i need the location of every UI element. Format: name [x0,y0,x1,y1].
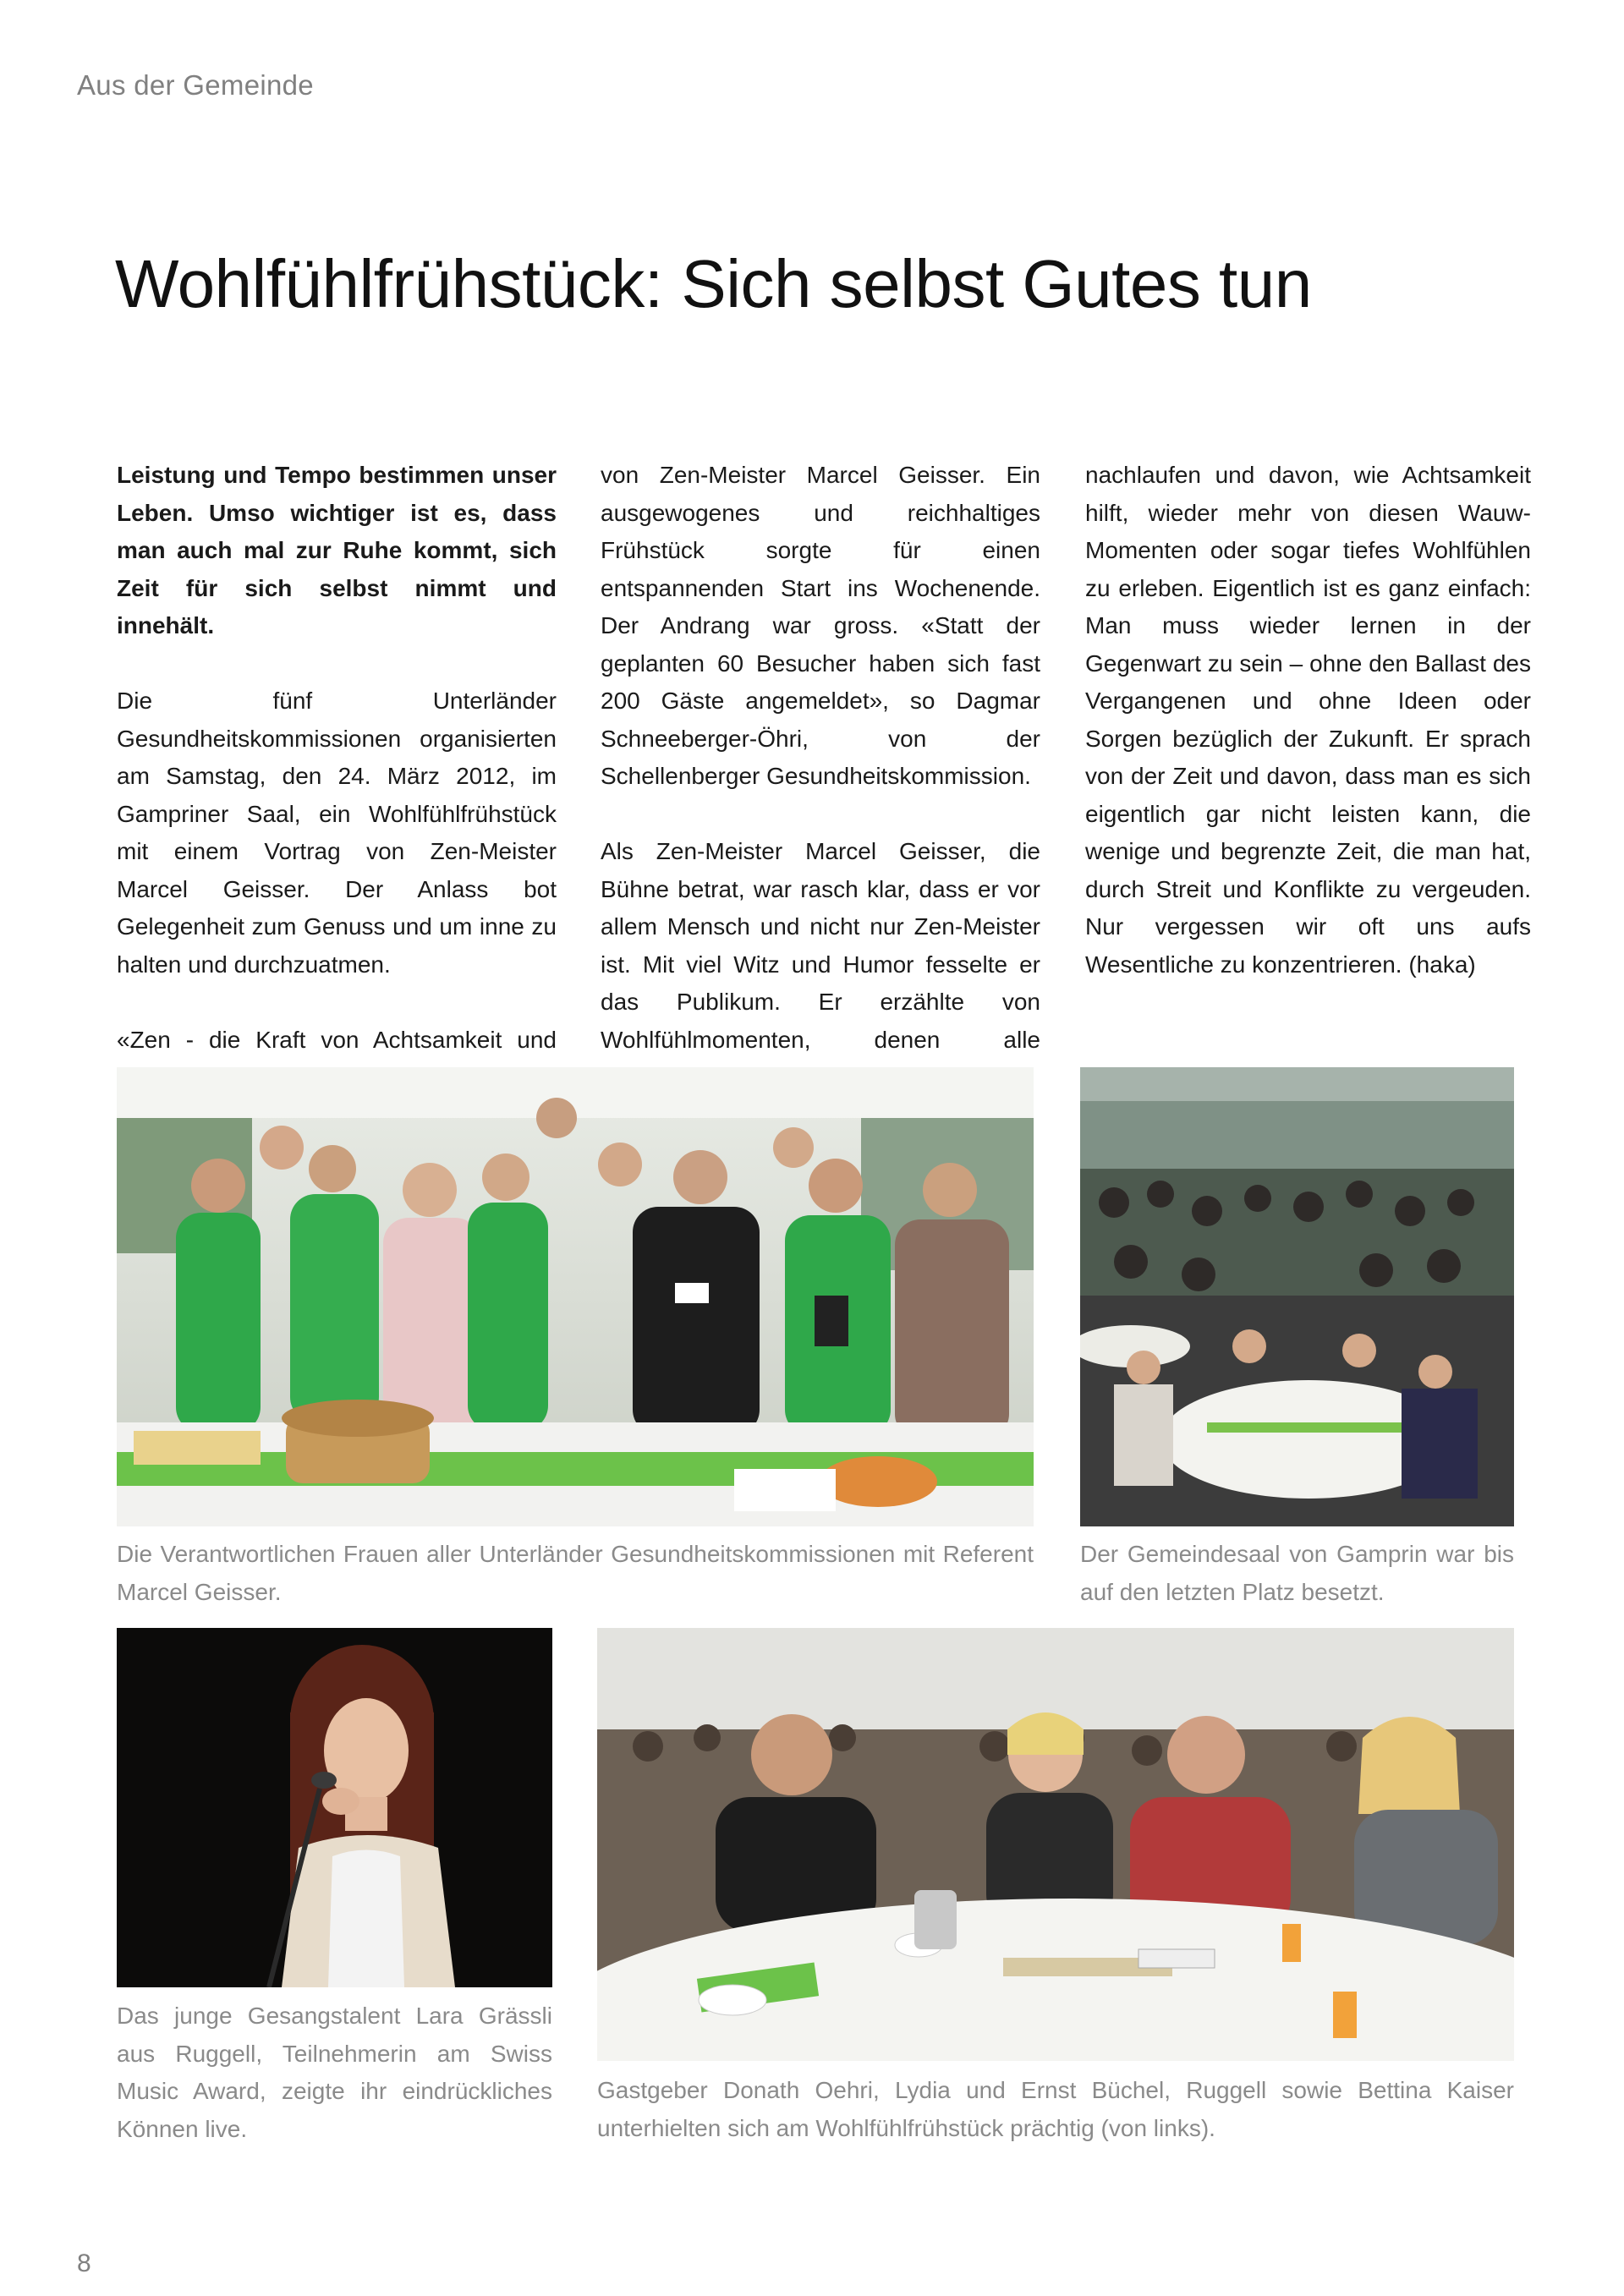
article-paragraph: «Zen - die Kraft von Achtsamkeit und [117,1026,557,1053]
article-paragraph: von Zen-Meister Marcel Geisser. Ein ausgewogenes und reichhaltiges Frühstück sorgte für einen entspannenden Start ins Wochenende. Der Andrang war gross. «Statt der geplanten 60 Besucher haben sich fast 200 Gäste angemeldet», so Dagmar Schneeberger-Öhri, von der Schellenberger Gesundheitskommission. [601,462,1040,789]
hall-photo-caption: Der Gemeindesaal von Gamprin war bis auf den letzten Platz besetzt. [1080,1541,1514,1605]
article-paragraph: Als Zen-Meister Marcel Geisser, die Bühne betrat, war rasch klar, dass er vor allem Mensch und nicht nur Zen-Meister ist. Mit viel Witz und Humor fesselte er das Publikum. Er erzählte von Wohlfühlmomenten, denen alle [601,838,1040,1053]
singer-photo-caption: Das junge Gesangstalent Lara Grässli aus Ruggell, Teilnehmerin am Swiss Music Award, zeigte ihr eindrückliches Können live. [117,2003,552,2142]
article-paragraph: nachlaufen und davon, wie Achtsamkeit hilft, wieder mehr von diesen Wauw-Momenten oder sogar tiefes Wohlfühlen zu erleben. Eigentlich ist es ganz einfach: Man muss wieder lernen in der Gegenwart zu sein – ohne den Ballast des Vergangenen und ohne Ideen oder Sorgen bezüglich der Zukunft. Er sprach von der Zeit und davon, dass man es sich eigentlich gar nicht leisten kann, die wenige und begrenzte Zeit, die man hat, durch Streit und Konflikte zu vergeuden. Nur vergessen wir oft uns aufs Wesentliche zu konzentrieren. (haka) [1085,462,1531,978]
hall-photo [1080,1067,1514,1526]
article-column-2 [601,457,1040,1097]
page-number: 8 [77,2249,91,2277]
article-column-3 [1085,457,1531,984]
section-label: Aus der Gemeinde [77,69,314,101]
article-column-1 [117,457,557,1097]
group-photo-caption: Die Verantwortlichen Frauen aller Unterländer Gesundheitskommissionen mit Referent Marcel Geisser. [117,1541,1034,1605]
article-paragraph: Die fünf Unterländer Gesundheitskommissionen organisierten am Samstag, den 24. März 2012, im Gampriner Saal, ein Wohlfühlfrühstück mit einem Vortrag von Zen-Meister Marcel Geisser. Der Anlass bot Gelegenheit zum Genuss und um inne zu halten und durchzuatmen. [117,688,557,978]
table-photo-caption: Gastgeber Donath Oehri, Lydia und Ernst Büchel, Ruggell sowie Bettina Kaiser unterhielten sich am Wohlfühlfrühstück prächtig (von links). [597,2077,1514,2141]
singer-photo [117,1628,552,1987]
article-title: Wohlfühlfrühstück: Sich selbst Gutes tun [115,246,1312,321]
article-lead: Leistung und Tempo bestimmen unser Leben. Umso wichtiger ist es, dass man auch mal zur Ruhe kommt, sich Zeit für sich selbst nimmt und innehält. [117,462,557,638]
table-photo [597,1628,1514,2061]
group-photo [117,1067,1034,1526]
